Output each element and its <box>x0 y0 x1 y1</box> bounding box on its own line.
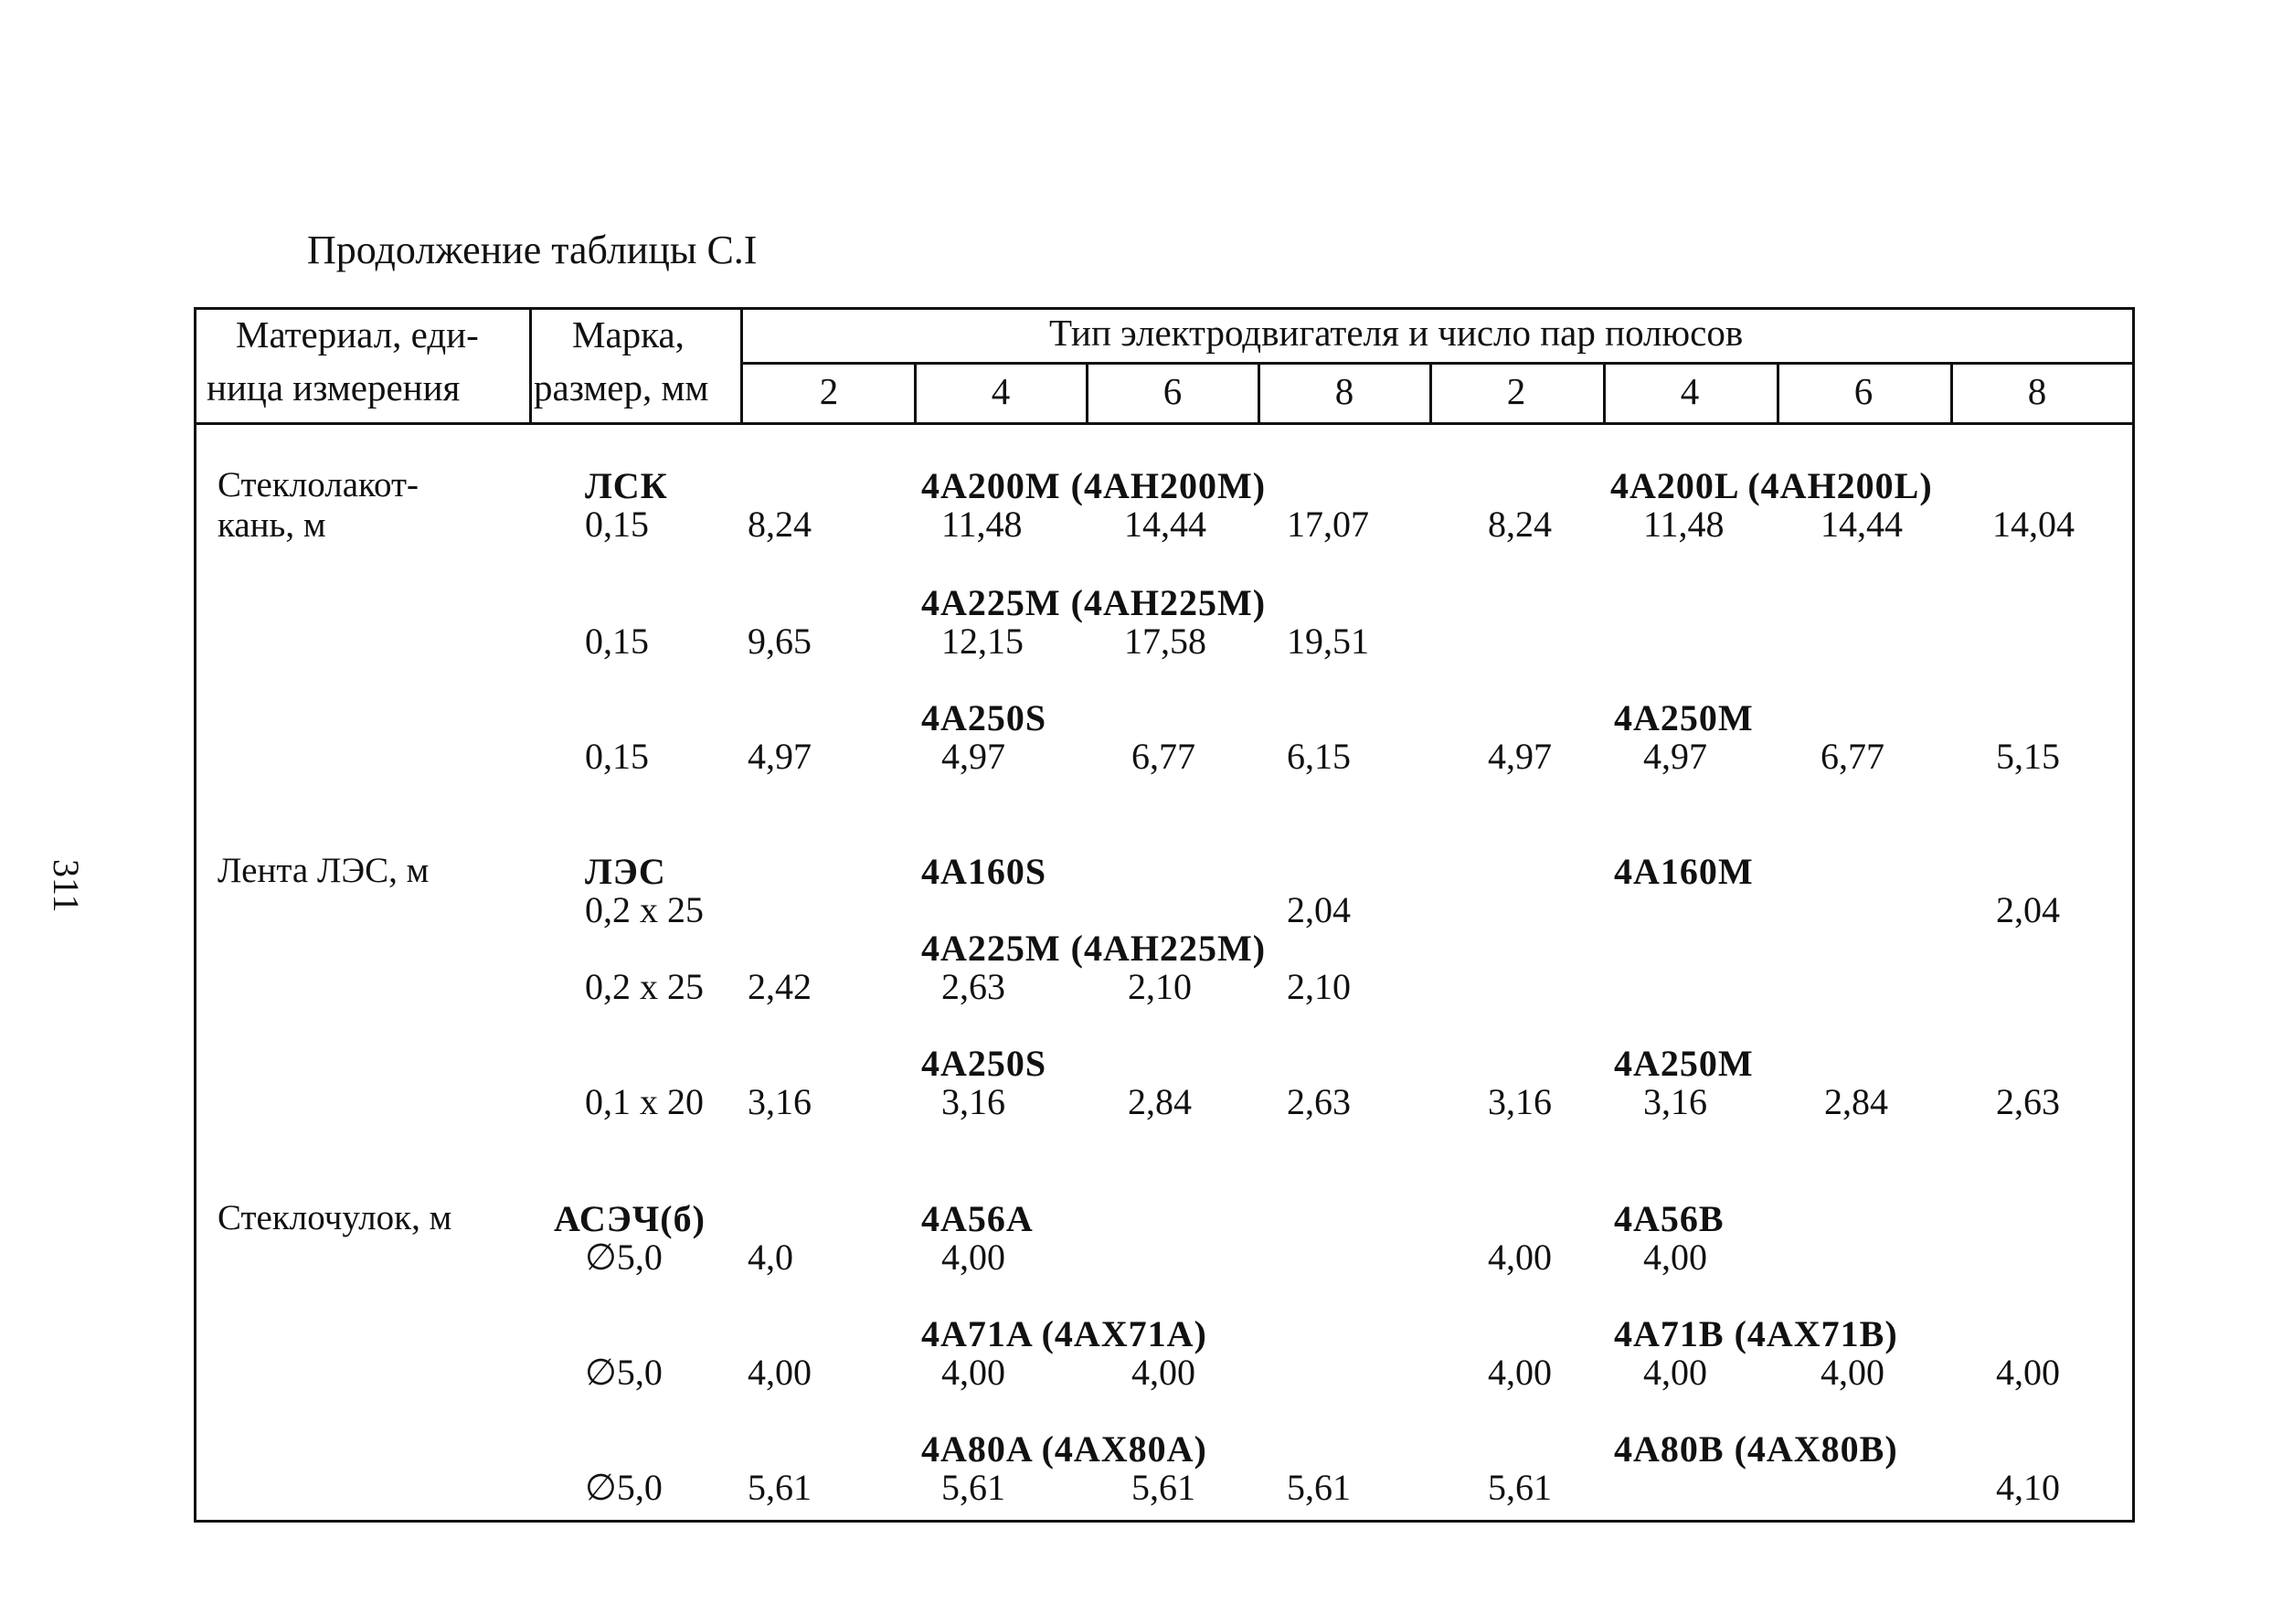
value-cell: 5,61 <box>941 1467 1005 1508</box>
header-material-line1: Материал, еди- <box>236 313 479 356</box>
header-pole-col-3: 6 <box>1162 370 1183 412</box>
header-divider-top <box>742 362 2135 365</box>
value-cell: 9,65 <box>748 621 812 662</box>
value-cell: 5,61 <box>1131 1467 1195 1508</box>
value-cell: 4,00 <box>1131 1352 1195 1393</box>
value-cell: 4,00 <box>941 1237 1005 1278</box>
size-cell: 0,15 <box>585 736 649 777</box>
size-cell: 0,15 <box>585 621 649 662</box>
value-cell: 4,97 <box>1643 736 1707 777</box>
size-cell: 0,2 x 25 <box>585 889 704 930</box>
value-cell: 6,77 <box>1131 736 1195 777</box>
value-cell: 4,00 <box>941 1352 1005 1393</box>
value-cell: 14,44 <box>1821 504 1903 545</box>
motor-type-left: 4A250S <box>921 697 1047 738</box>
header-pole-col-8: 8 <box>2027 370 2047 412</box>
value-cell: 5,61 <box>1488 1467 1552 1508</box>
value-cell: 4,00 <box>1488 1237 1552 1278</box>
size-cell: 0,1 x 20 <box>585 1081 704 1122</box>
size-cell: 0,15 <box>585 504 649 545</box>
value-cell: 4,00 <box>1488 1352 1552 1393</box>
value-cell: 4,97 <box>941 736 1005 777</box>
value-cell: 8,24 <box>1488 504 1552 545</box>
value-cell: 3,16 <box>1488 1081 1552 1122</box>
value-cell: 4,0 <box>748 1237 793 1278</box>
size-cell: ∅5,0 <box>585 1467 663 1508</box>
value-cell: 2,84 <box>1128 1081 1192 1122</box>
value-cell: 5,61 <box>1287 1467 1351 1508</box>
header-pole-col-7: 6 <box>1853 370 1874 412</box>
mark-cell: ЛСК <box>585 465 668 506</box>
header-motor-type: Тип электродвигателя и число пар полюсов <box>1049 312 1744 354</box>
value-cell: 4,00 <box>1996 1352 2060 1393</box>
value-cell: 2,84 <box>1824 1081 1888 1122</box>
value-cell: 11,48 <box>941 504 1023 545</box>
material-cell: кань, м <box>218 505 326 545</box>
size-cell: ∅5,0 <box>585 1352 663 1393</box>
mark-cell: ЛЭС <box>585 851 666 892</box>
material-cell: Стеклолакот- <box>218 465 419 504</box>
value-cell: 11,48 <box>1643 504 1725 545</box>
motor-type-left: 4A71A (4AX71A) <box>921 1313 1207 1354</box>
motor-type-right: 4A200L (4AH200L) <box>1610 465 1933 506</box>
motor-type-left: 4A250S <box>921 1043 1047 1084</box>
motor-type-right: 4A80B (4AX80B) <box>1614 1428 1898 1470</box>
value-cell: 2,04 <box>1287 889 1351 930</box>
motor-type-left: 4A56A <box>921 1198 1034 1239</box>
value-cell: 19,51 <box>1287 621 1369 662</box>
header-mark-line1: Марка, <box>572 313 685 356</box>
motor-type-left: 4A80A (4AX80A) <box>921 1428 1207 1470</box>
value-cell: 5,15 <box>1996 736 2060 777</box>
value-cell: 4,10 <box>1996 1467 2060 1508</box>
value-cell: 2,63 <box>1996 1081 2060 1122</box>
value-cell: 14,04 <box>1992 504 2075 545</box>
value-cell: 4,97 <box>1488 736 1552 777</box>
header-pole-col-5: 2 <box>1506 370 1526 412</box>
value-cell: 17,07 <box>1287 504 1369 545</box>
col-divider-material <box>529 307 532 423</box>
value-cell: 3,16 <box>1643 1081 1707 1122</box>
header-mark-line2: размер, мм <box>534 366 709 409</box>
value-cell: 4,00 <box>1643 1237 1707 1278</box>
value-cell: 4,97 <box>748 736 812 777</box>
motor-type-right: 4A71B (4AX71B) <box>1614 1313 1898 1354</box>
value-cell: 6,15 <box>1287 736 1351 777</box>
value-cell: 6,77 <box>1821 736 1884 777</box>
value-cell: 3,16 <box>941 1081 1005 1122</box>
header-pole-col-1: 2 <box>819 370 839 412</box>
value-cell: 2,63 <box>941 966 1005 1007</box>
value-cell: 8,24 <box>748 504 812 545</box>
header-divider-bottom <box>194 422 2135 425</box>
motor-type-left: 4A160S <box>921 851 1047 892</box>
motor-type-right: 4A250M <box>1614 697 1754 738</box>
value-cell: 14,44 <box>1124 504 1206 545</box>
header-pole-col-4: 8 <box>1334 370 1354 412</box>
value-cell: 5,61 <box>748 1467 812 1508</box>
mark-cell: АСЭЧ(б) <box>554 1198 706 1239</box>
value-cell: 12,15 <box>941 621 1024 662</box>
value-cell: 2,63 <box>1287 1081 1351 1122</box>
value-cell: 2,42 <box>748 966 812 1007</box>
value-cell: 4,00 <box>1643 1352 1707 1393</box>
table-caption: Продолжение таблицы С.I <box>307 228 758 272</box>
value-cell: 17,58 <box>1124 621 1206 662</box>
motor-type-left: 4A200M (4AH200M) <box>921 465 1267 506</box>
motor-type-left: 4A225M (4AH225M) <box>921 928 1267 969</box>
page-number: 311 <box>46 859 87 913</box>
motor-type-right: 4A56B <box>1614 1198 1725 1239</box>
size-cell: 0,2 x 25 <box>585 966 704 1007</box>
size-cell: ∅5,0 <box>585 1237 663 1278</box>
material-cell: Лента ЛЭС, м <box>218 851 430 890</box>
header-pole-col-2: 4 <box>991 370 1011 412</box>
motor-type-left: 4A225M (4AH225M) <box>921 582 1267 623</box>
value-cell: 2,10 <box>1287 966 1351 1007</box>
value-cell: 2,04 <box>1996 889 2060 930</box>
header-pole-col-6: 4 <box>1680 370 1700 412</box>
value-cell: 3,16 <box>748 1081 812 1122</box>
motor-type-right: 4A160M <box>1614 851 1754 892</box>
motor-type-right: 4A250M <box>1614 1043 1754 1084</box>
material-cell: Стеклочулок, м <box>218 1198 452 1237</box>
value-cell: 4,00 <box>1821 1352 1884 1393</box>
value-cell: 4,00 <box>748 1352 812 1393</box>
header-material-line2: ница измерения <box>207 366 461 409</box>
value-cell: 2,10 <box>1128 966 1192 1007</box>
